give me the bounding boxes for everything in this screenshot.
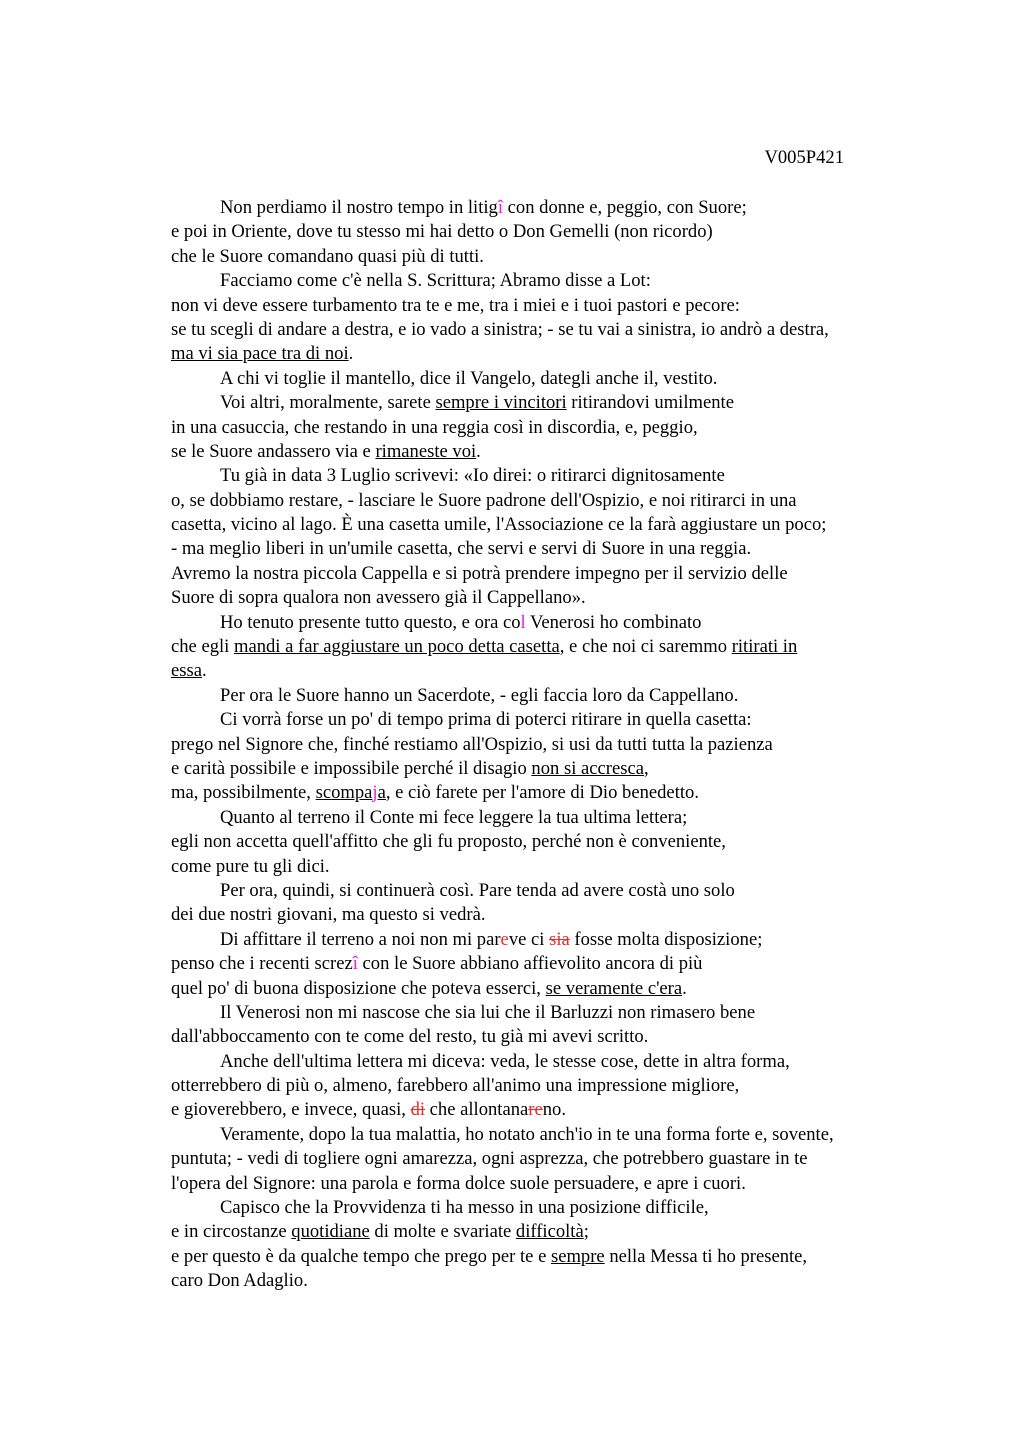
text-line: [171, 1001, 931, 1025]
text-segment: con le Suore abbiano affievolito ancora di più: [357, 953, 703, 975]
text-line: [171, 367, 931, 391]
text-segment: ve ci: [508, 928, 550, 950]
text-line: [171, 269, 931, 293]
text-segment: e per questo è da qualche tempo che prego per te e: [171, 1245, 551, 1267]
text-segment: ma, possibilmente,: [171, 782, 316, 804]
text-segment: puntuta; - vedi di togliere ogni amarezza, ogni asprezza, che potrebbero guastare in te: [171, 1148, 808, 1170]
text-line: [171, 684, 931, 708]
text-line: [171, 342, 931, 366]
text-segment: egli non accetta quell'affitto che gli fu proposto, perché non è conveniente,: [171, 831, 726, 853]
text-line: [171, 659, 931, 683]
text-line: [171, 952, 931, 976]
text-segment: Veramente, dopo la tua malattia, ho notato anch'io in te una forma forte e, sovente,: [220, 1123, 834, 1145]
text-segment: come pure tu gli dici.: [171, 855, 330, 877]
underlined-text: scompa: [315, 782, 373, 804]
text-segment: se le Suore andassero via e: [171, 440, 376, 462]
text-segment: ;: [583, 1221, 589, 1243]
text-line: [171, 294, 931, 318]
text-line: [171, 220, 931, 244]
deleted-text: sia: [549, 928, 570, 950]
text-line: [171, 855, 931, 879]
text-line: [171, 464, 931, 488]
underlined-text: ma vi sia pace tra di noi: [171, 343, 349, 365]
underlined-text: quotidiane: [291, 1221, 370, 1243]
text-segment: fosse molta disposizione;: [569, 928, 763, 950]
text-line: [171, 1269, 931, 1293]
text-segment: Voi altri, moralmente, sarete: [220, 392, 436, 414]
underlined-text: a: [377, 782, 386, 804]
text-line: [171, 928, 931, 952]
text-line: [171, 391, 931, 415]
text-line: [171, 1074, 931, 1098]
highlighted-character: j: [372, 782, 378, 804]
underlined-text: difficoltà: [515, 1221, 584, 1243]
text-segment: Anche dell'ultima lettera mi diceva: veda, le stesse cose, dette in altra forma,: [220, 1050, 790, 1072]
text-segment: e carità possibile e impossibile perché il disagio: [171, 757, 532, 779]
text-line: [171, 1245, 931, 1269]
text-line: [171, 586, 931, 610]
text-segment: che allontana: [425, 1099, 529, 1121]
text-segment: o, se dobbiamo restare, - lasciare le Suore padrone dell'Ospizio, e noi ritirarci in una: [171, 489, 797, 511]
text-segment: caro Don Adaglio.: [171, 1270, 308, 1292]
text-segment: ,: [643, 757, 649, 779]
text-segment: e in circostanze: [171, 1221, 292, 1243]
text-segment: quel po' di buona disposizione che poteva esserci,: [171, 977, 546, 999]
text-segment: non vi deve essere turbamento tra te e me, tra i miei e i tuoi pastori e pecore:: [171, 294, 740, 316]
deleted-text: di: [410, 1099, 426, 1121]
text-segment: Facciamo come c'è nella S. Scrittura; Abramo disse a Lot:: [220, 270, 651, 292]
text-segment: in una casuccia, che restando in una reggia così in discordia, e, peggio,: [171, 416, 698, 438]
text-line: [171, 757, 931, 781]
text-line: [171, 562, 931, 586]
text-line: [171, 196, 931, 220]
text-segment: l'opera del Signore: una parola e forma dolce suole persuadere, e apre i cuori.: [171, 1172, 746, 1194]
deleted-text: re: [528, 1099, 543, 1121]
text-segment: otterrebbero di più o, almeno, farebbero all'animo una impressione migliore,: [171, 1075, 740, 1097]
text-line: [171, 513, 931, 537]
text-line: [171, 708, 931, 732]
text-segment: e gioverebbero, e invece, quasi,: [171, 1099, 411, 1121]
text-line: [171, 537, 931, 561]
text-segment: Avremo la nostra piccola Cappella e si potrà prendere impegno per il servizio delle: [171, 562, 788, 584]
underlined-text: mandi a far aggiustare un poco detta casetta: [233, 636, 560, 658]
text-segment: dei due nostri giovani, ma questo si vedrà.: [171, 904, 486, 926]
underlined-text: rimaneste voi: [375, 440, 477, 462]
text-segment: e poi in Oriente, dove tu stesso mi hai detto o Don Gemelli (non ricordo): [171, 221, 713, 243]
text-line: [171, 733, 931, 757]
text-segment: .: [682, 977, 687, 999]
text-segment: Suore di sopra qualora non avessero già il Cappellano».: [171, 587, 586, 609]
highlighted-character: l: [520, 611, 526, 633]
text-line: [171, 1147, 931, 1171]
text-segment: con donne e, peggio, con Suore;: [503, 197, 747, 218]
text-segment: Non perdiamo il nostro tempo in litig: [220, 197, 498, 218]
text-line: [171, 781, 931, 805]
underlined-text: non si accresca: [531, 757, 644, 779]
text-segment: casetta, vicino al lago. È una casetta umile, l'Associazione ce la farà aggiustare un poco;: [171, 514, 827, 536]
text-segment: dall'abboccamento con te come del resto, tu già mi avevi scritto.: [171, 1026, 649, 1048]
text-line: [171, 611, 931, 635]
text-segment: Ci vorrà forse un po' di tempo prima di poterci ritirare in quella casetta:: [220, 709, 752, 731]
text-segment: Il Venerosi non mi nascose che sia lui che il Barluzzi non rimasero bene: [220, 1001, 756, 1023]
page-identifier: V005P421: [764, 147, 844, 168]
text-line: [171, 1220, 931, 1244]
text-segment: che le Suore comandano quasi più di tutti.: [171, 245, 484, 267]
text-segment: , e ciò farete per l'amore di Dio benedetto.: [385, 782, 699, 804]
text-segment: .: [476, 440, 481, 462]
highlighted-character: î: [352, 953, 358, 975]
text-line: [171, 416, 931, 440]
underlined-text: sempre: [550, 1245, 605, 1267]
text-line: [171, 830, 931, 854]
text-segment: nella Messa ti ho presente,: [604, 1245, 808, 1267]
underlined-text: essa: [171, 660, 202, 682]
text-segment: che egli: [171, 636, 234, 658]
underlined-text: se veramente c'era: [545, 977, 683, 999]
text-segment: Tu già in data 3 Luglio scrivevi: «Io direi: o ritirarci dignitosamente: [220, 465, 725, 487]
text-segment: Quanto al terreno il Conte mi fece leggere la tua ultima lettera;: [220, 806, 688, 828]
text-segment: A chi vi toglie il mantello, dice il Vangelo, dategli anche il, vestito.: [220, 367, 718, 389]
text-line: [171, 245, 931, 269]
text-line: [171, 440, 931, 464]
text-segment: Venerosi ho combinato: [525, 611, 702, 633]
text-line: [171, 977, 931, 1001]
text-line: [171, 1025, 931, 1049]
inserted-text: e: [500, 928, 509, 950]
text-segment: penso che i recenti screz: [171, 953, 353, 975]
text-segment: no.: [542, 1099, 566, 1121]
text-segment: prego nel Signore che, finché restiamo all'Ospizio, si usi da tutti tutta la pazienza: [171, 733, 773, 755]
text-segment: Per ora, quindi, si continuerà così. Pare tenda ad avere costà uno solo: [220, 879, 735, 901]
letter-body: [171, 196, 931, 1294]
text-segment: ritirandovi umilmente: [566, 392, 734, 414]
text-segment: Ho tenuto presente tutto questo, e ora co: [220, 611, 521, 633]
text-line: [171, 1172, 931, 1196]
text-segment: Per ora le Suore hanno un Sacerdote, - egli faccia loro da Cappellano.: [220, 684, 739, 706]
text-line: [171, 489, 931, 513]
text-segment: se tu scegli di andare a destra, e io vado a sinistra; - se tu vai a sinistra, io andrò a destra,: [171, 318, 829, 340]
underlined-text: sempre i vincitori: [435, 392, 567, 414]
text-segment: - ma meglio liberi in un'umile casetta, che servi e servi di Suore in una reggia.: [171, 538, 752, 560]
text-line: [171, 1196, 931, 1220]
text-segment: di molte e svariate: [369, 1221, 516, 1243]
text-segment: .: [348, 343, 354, 365]
text-line: [171, 318, 931, 342]
text-segment: Di affittare il terreno a noi non mi par: [220, 928, 501, 950]
text-line: [171, 1123, 931, 1147]
text-segment: , e che noi ci saremmo: [559, 636, 732, 658]
text-line: [171, 879, 931, 903]
text-line: [171, 903, 931, 927]
text-line: [171, 1050, 931, 1074]
text-line: [171, 635, 931, 659]
underlined-text: ritirati in: [731, 636, 798, 658]
text-segment: .: [201, 660, 207, 682]
text-line: [171, 806, 931, 830]
text-line: [171, 1098, 931, 1122]
text-segment: Capisco che la Provvidenza ti ha messo in una posizione difficile,: [220, 1197, 709, 1219]
highlighted-character: î: [497, 197, 504, 218]
